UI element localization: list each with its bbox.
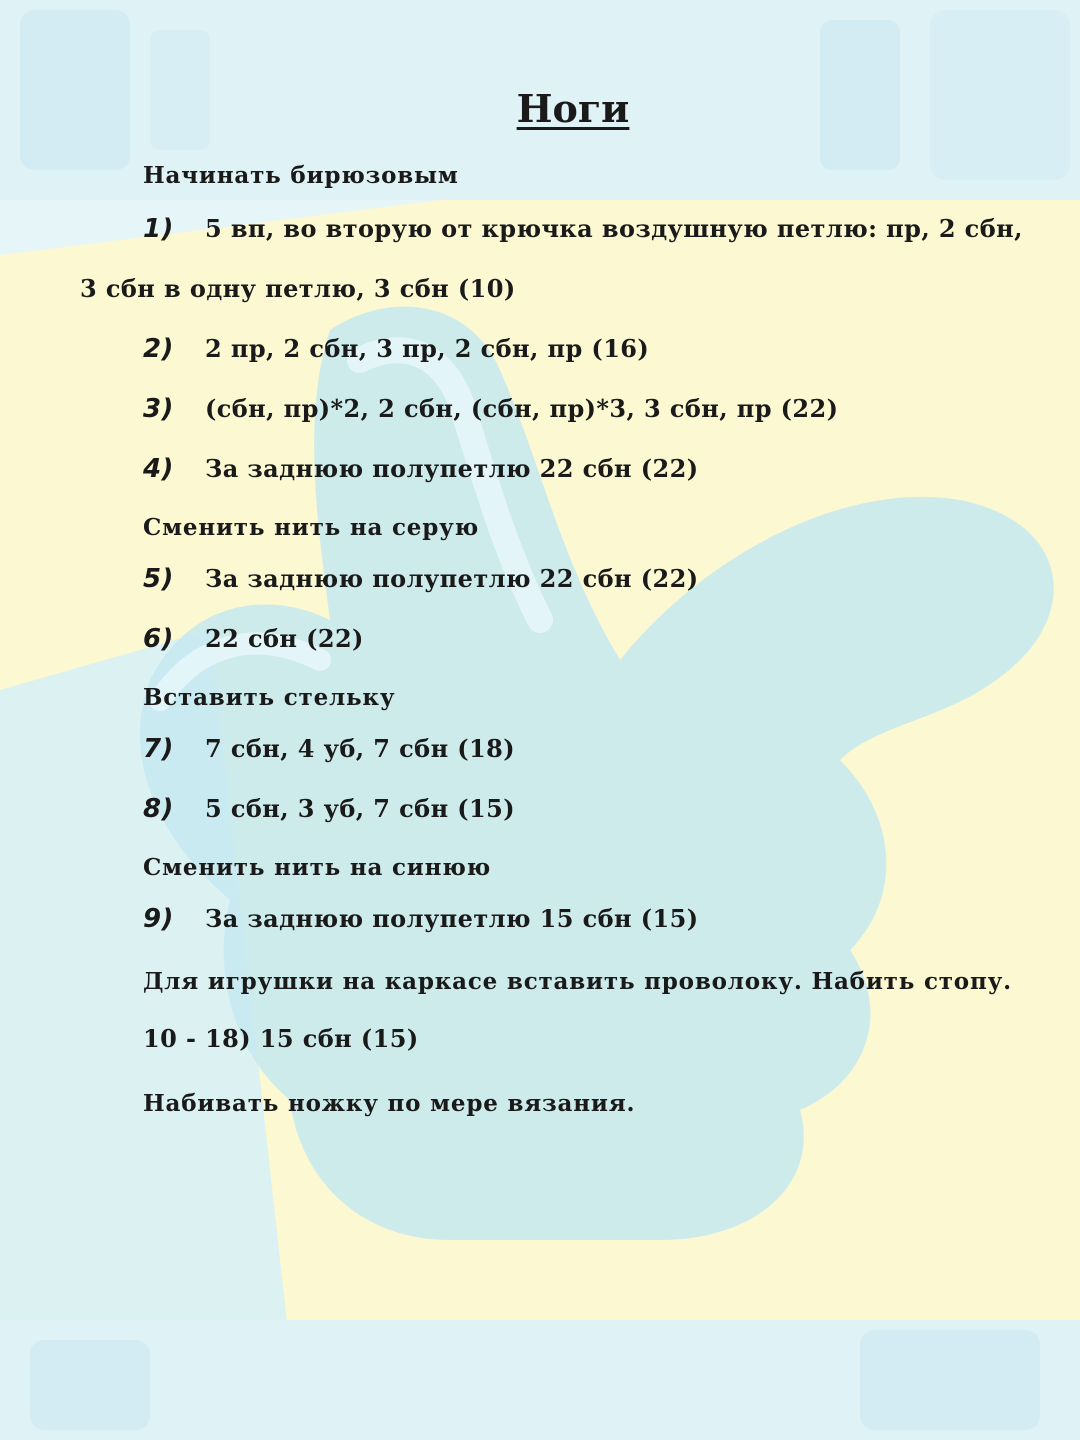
round-text: 2 пр, 2 сбн, 3 пр, 2 сбн, пр (16) [205, 334, 650, 363]
round-number: 6) [143, 624, 174, 654]
page-title: Ноги [516, 86, 630, 131]
instruction-note: Для игрушки на каркасе вставить проволоку. Набить стопу. [143, 968, 1012, 995]
round-6 [143, 624, 364, 654]
round-8 [143, 794, 515, 824]
round-text: 5 вп, во вторую от крючка воздушную петлю: пр, 2 сбн, [205, 214, 1023, 243]
round-text: (сбн, пр)*2, 2 сбн, (сбн, пр)*3, 3 сбн, пр (22) [205, 394, 839, 423]
round-number: 2) [143, 334, 174, 364]
round-text: 5 сбн, 3 уб, 7 сбн (15) [205, 794, 515, 823]
round-number: 4) [143, 454, 174, 484]
instruction-note: Вставить стельку [143, 684, 396, 711]
instruction-note: Набивать ножку по мере вязания. [143, 1090, 636, 1117]
instruction-note: Сменить нить на серую [143, 514, 480, 541]
round-text: 7 сбн, 4 уб, 7 сбн (18) [205, 734, 515, 763]
round-number: 9) [143, 904, 174, 934]
round-number: 3) [143, 394, 174, 424]
round-3 [143, 394, 838, 424]
round-text: За заднюю полупетлю 22 сбн (22) [205, 564, 699, 593]
round-number: 7) [143, 734, 174, 764]
round-text: За заднюю полупетлю 22 сбн (22) [205, 454, 699, 483]
round-1-continuation: 3 сбн в одну петлю, 3 сбн (10) [80, 274, 516, 303]
instruction-note: Сменить нить на синюю [143, 854, 492, 881]
round-5 [143, 564, 698, 594]
rounds-10-18: 10 - 18) 15 сбн (15) [143, 1024, 419, 1053]
round-number: 8) [143, 794, 174, 824]
round-text: 22 сбн (22) [205, 624, 364, 653]
round-7 [143, 734, 515, 764]
instruction-note: Начинать бирюзовым [143, 162, 459, 189]
round-number: 5) [143, 564, 174, 594]
round-text: За заднюю полупетлю 15 сбн (15) [205, 904, 699, 933]
round-number: 1) [143, 214, 174, 244]
round-2 [143, 334, 649, 364]
round-9 [143, 904, 698, 934]
round-4 [143, 454, 698, 484]
round-1 [143, 214, 1023, 244]
